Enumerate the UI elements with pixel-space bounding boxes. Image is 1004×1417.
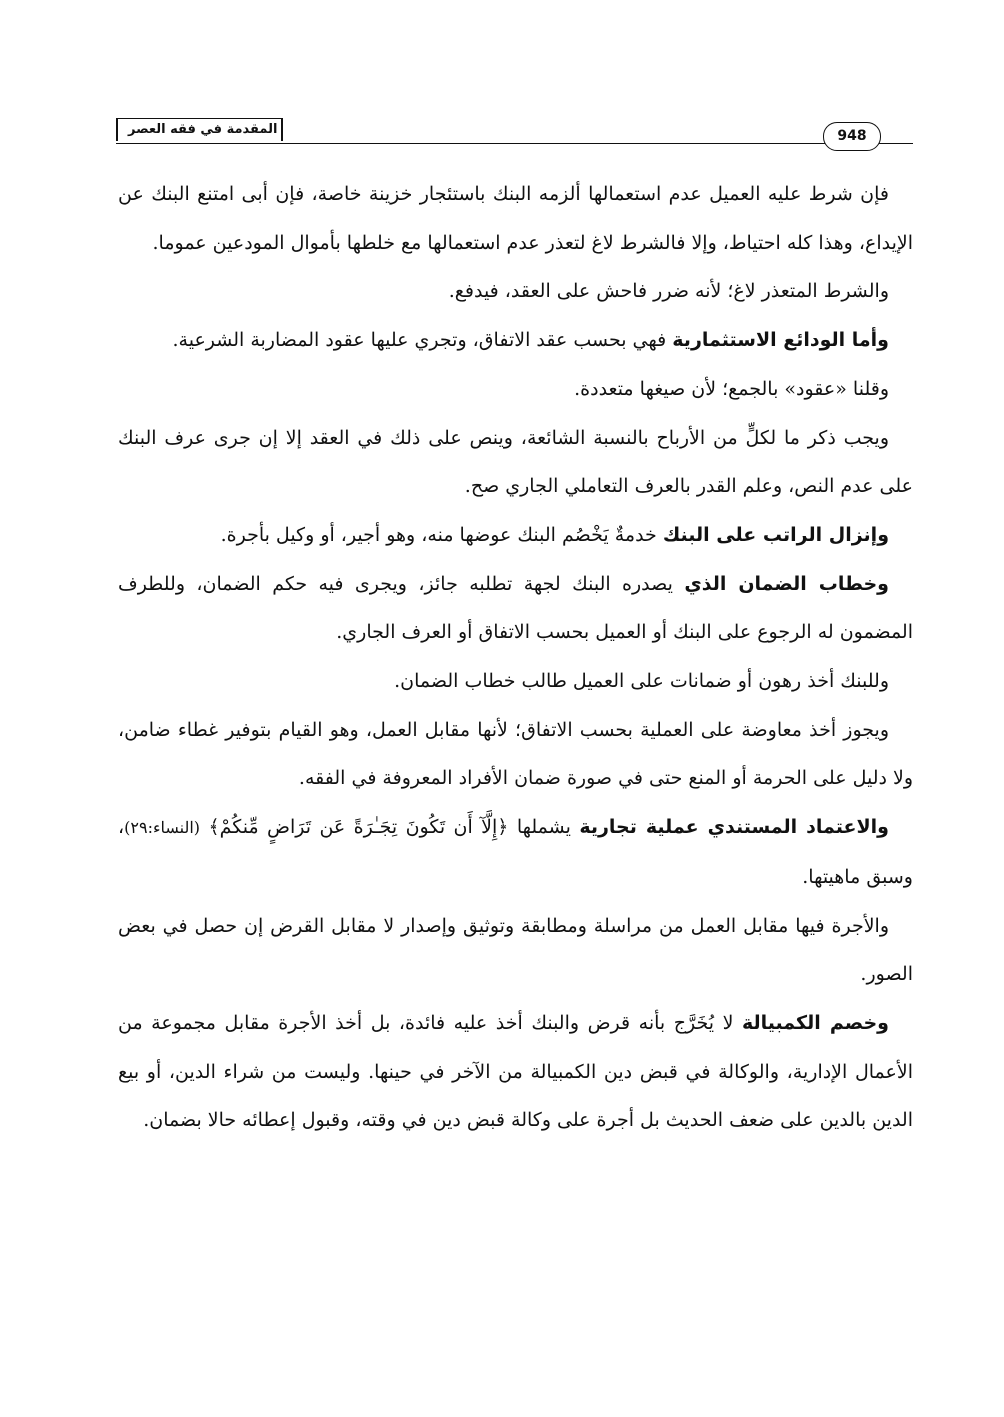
paragraph xyxy=(118,316,913,365)
paragraph xyxy=(118,414,913,511)
paragraph xyxy=(118,267,913,316)
bold-lead: وخطاب الضمان الذي xyxy=(684,572,889,595)
bold-lead: والاعتماد المستندي عملية تجارية xyxy=(579,816,889,839)
paragraph-text: خدمةٌ يَخْصُم البنك عوضها منه، وهو أجير، أو وكيل بأجرة. xyxy=(220,523,663,546)
bold-lead: وإنزال الراتب على البنك xyxy=(662,523,889,546)
paragraph-text: فإن شرط عليه العميل عدم استعمالها ألزمه البنك باستئجار خزينة خاصة، فإن أبى امتنع البنك عن الإيداع، وهذا كله احتياط، وإلا فالشرط لاغ لتعذر عدم استعمالها مع خلطها بأموال المودعين عموما. xyxy=(118,183,913,254)
paragraph xyxy=(118,902,913,999)
paragraph-text: وللبنك أخذ رهون أو ضمانات على العميل طالب خطاب الضمان. xyxy=(394,670,889,693)
paragraph xyxy=(118,657,913,706)
paragraph xyxy=(118,365,913,414)
paragraph xyxy=(118,803,913,901)
paragraph-text: والأجرة فيها مقابل العمل من مراسلة ومطابقة وتوثيق وإصدار لا مقابل القرض إن حصل في بعض الصور. xyxy=(118,914,913,986)
paragraph xyxy=(118,511,913,560)
paragraph xyxy=(118,706,913,803)
paragraph-text: يشملها xyxy=(516,816,580,839)
paragraph-text: والشرط المتعذر لاغ؛ لأنه ضرر فاحش على العقد، فيدفع. xyxy=(448,280,889,303)
paragraph xyxy=(118,170,913,267)
running-header xyxy=(116,116,913,146)
paragraph-text: ويجب ذكر ما لكلٍّ من الأرباح بالنسبة الشائعة، وينص على ذلك في العقد إلا إن جرى عرف البنك على عدم النص، وعلم القدر بالعرف التعاملي الجاري صح. xyxy=(118,426,913,498)
bold-lead: وخصم الكمبيالة xyxy=(742,1011,889,1034)
paragraph xyxy=(118,560,913,657)
paragraph-text: لا يُخَرَّج بأنه قرض والبنك أخذ عليه فائدة، بل أخذ الأجرة مقابل مجموعة من الأعمال الإدارية، والوكالة في قبض دين الكمبيالة من الآخر في حينها. وليست من شراء الدين، أو بيع الدين بالدين على ضعف الحديث بل أجرة على وكالة قبض دين في وقته، وقبول إعطائه حالا بضمان. xyxy=(118,1011,913,1132)
paragraph-text: يصدره البنك لجهة تطلبه جائز، ويجرى فيه حكم الضمان، وللطرف المضمون له الرجوع على البنك أو العميل بحسب الاتفاق أو العرف الجاري. xyxy=(118,572,913,644)
paragraph-text: وقلنا «عقود» بالجمع؛ لأن صيغها متعددة. xyxy=(574,377,889,400)
paragraph-text: ويجوز أخذ معاوضة على العملية بحسب الاتفاق؛ لأنها مقابل العمل، وهو القيام بتوفير غطاء ضامن، ولا دليل على الحرمة أو المنع حتى في صورة ضمان الأفراد المعروفة في الفقه. xyxy=(118,718,913,790)
paragraph-text: فهي بحسب عقد الاتفاق، وتجري عليها عقود المضاربة الشرعية. xyxy=(172,329,673,352)
quran-verse: ﴿إِلَّآ أَن تَكُونَ تِجَـٰرَةً عَن تَرَاضٍ مِّنكُمْ﴾ xyxy=(208,816,509,839)
verse-reference: (النساء:٢٩) xyxy=(124,818,201,838)
paragraph xyxy=(118,999,913,1145)
bold-lead: وأما الودائع الاستثمارية xyxy=(672,329,889,352)
body-text xyxy=(118,170,913,1145)
page-number: 948 xyxy=(823,122,881,151)
header-rule xyxy=(116,143,913,144)
paragraph-text-tail: ، وسبق ماهيتها. xyxy=(118,816,913,888)
book-title: المقدمة في فقه العصر xyxy=(116,118,283,141)
